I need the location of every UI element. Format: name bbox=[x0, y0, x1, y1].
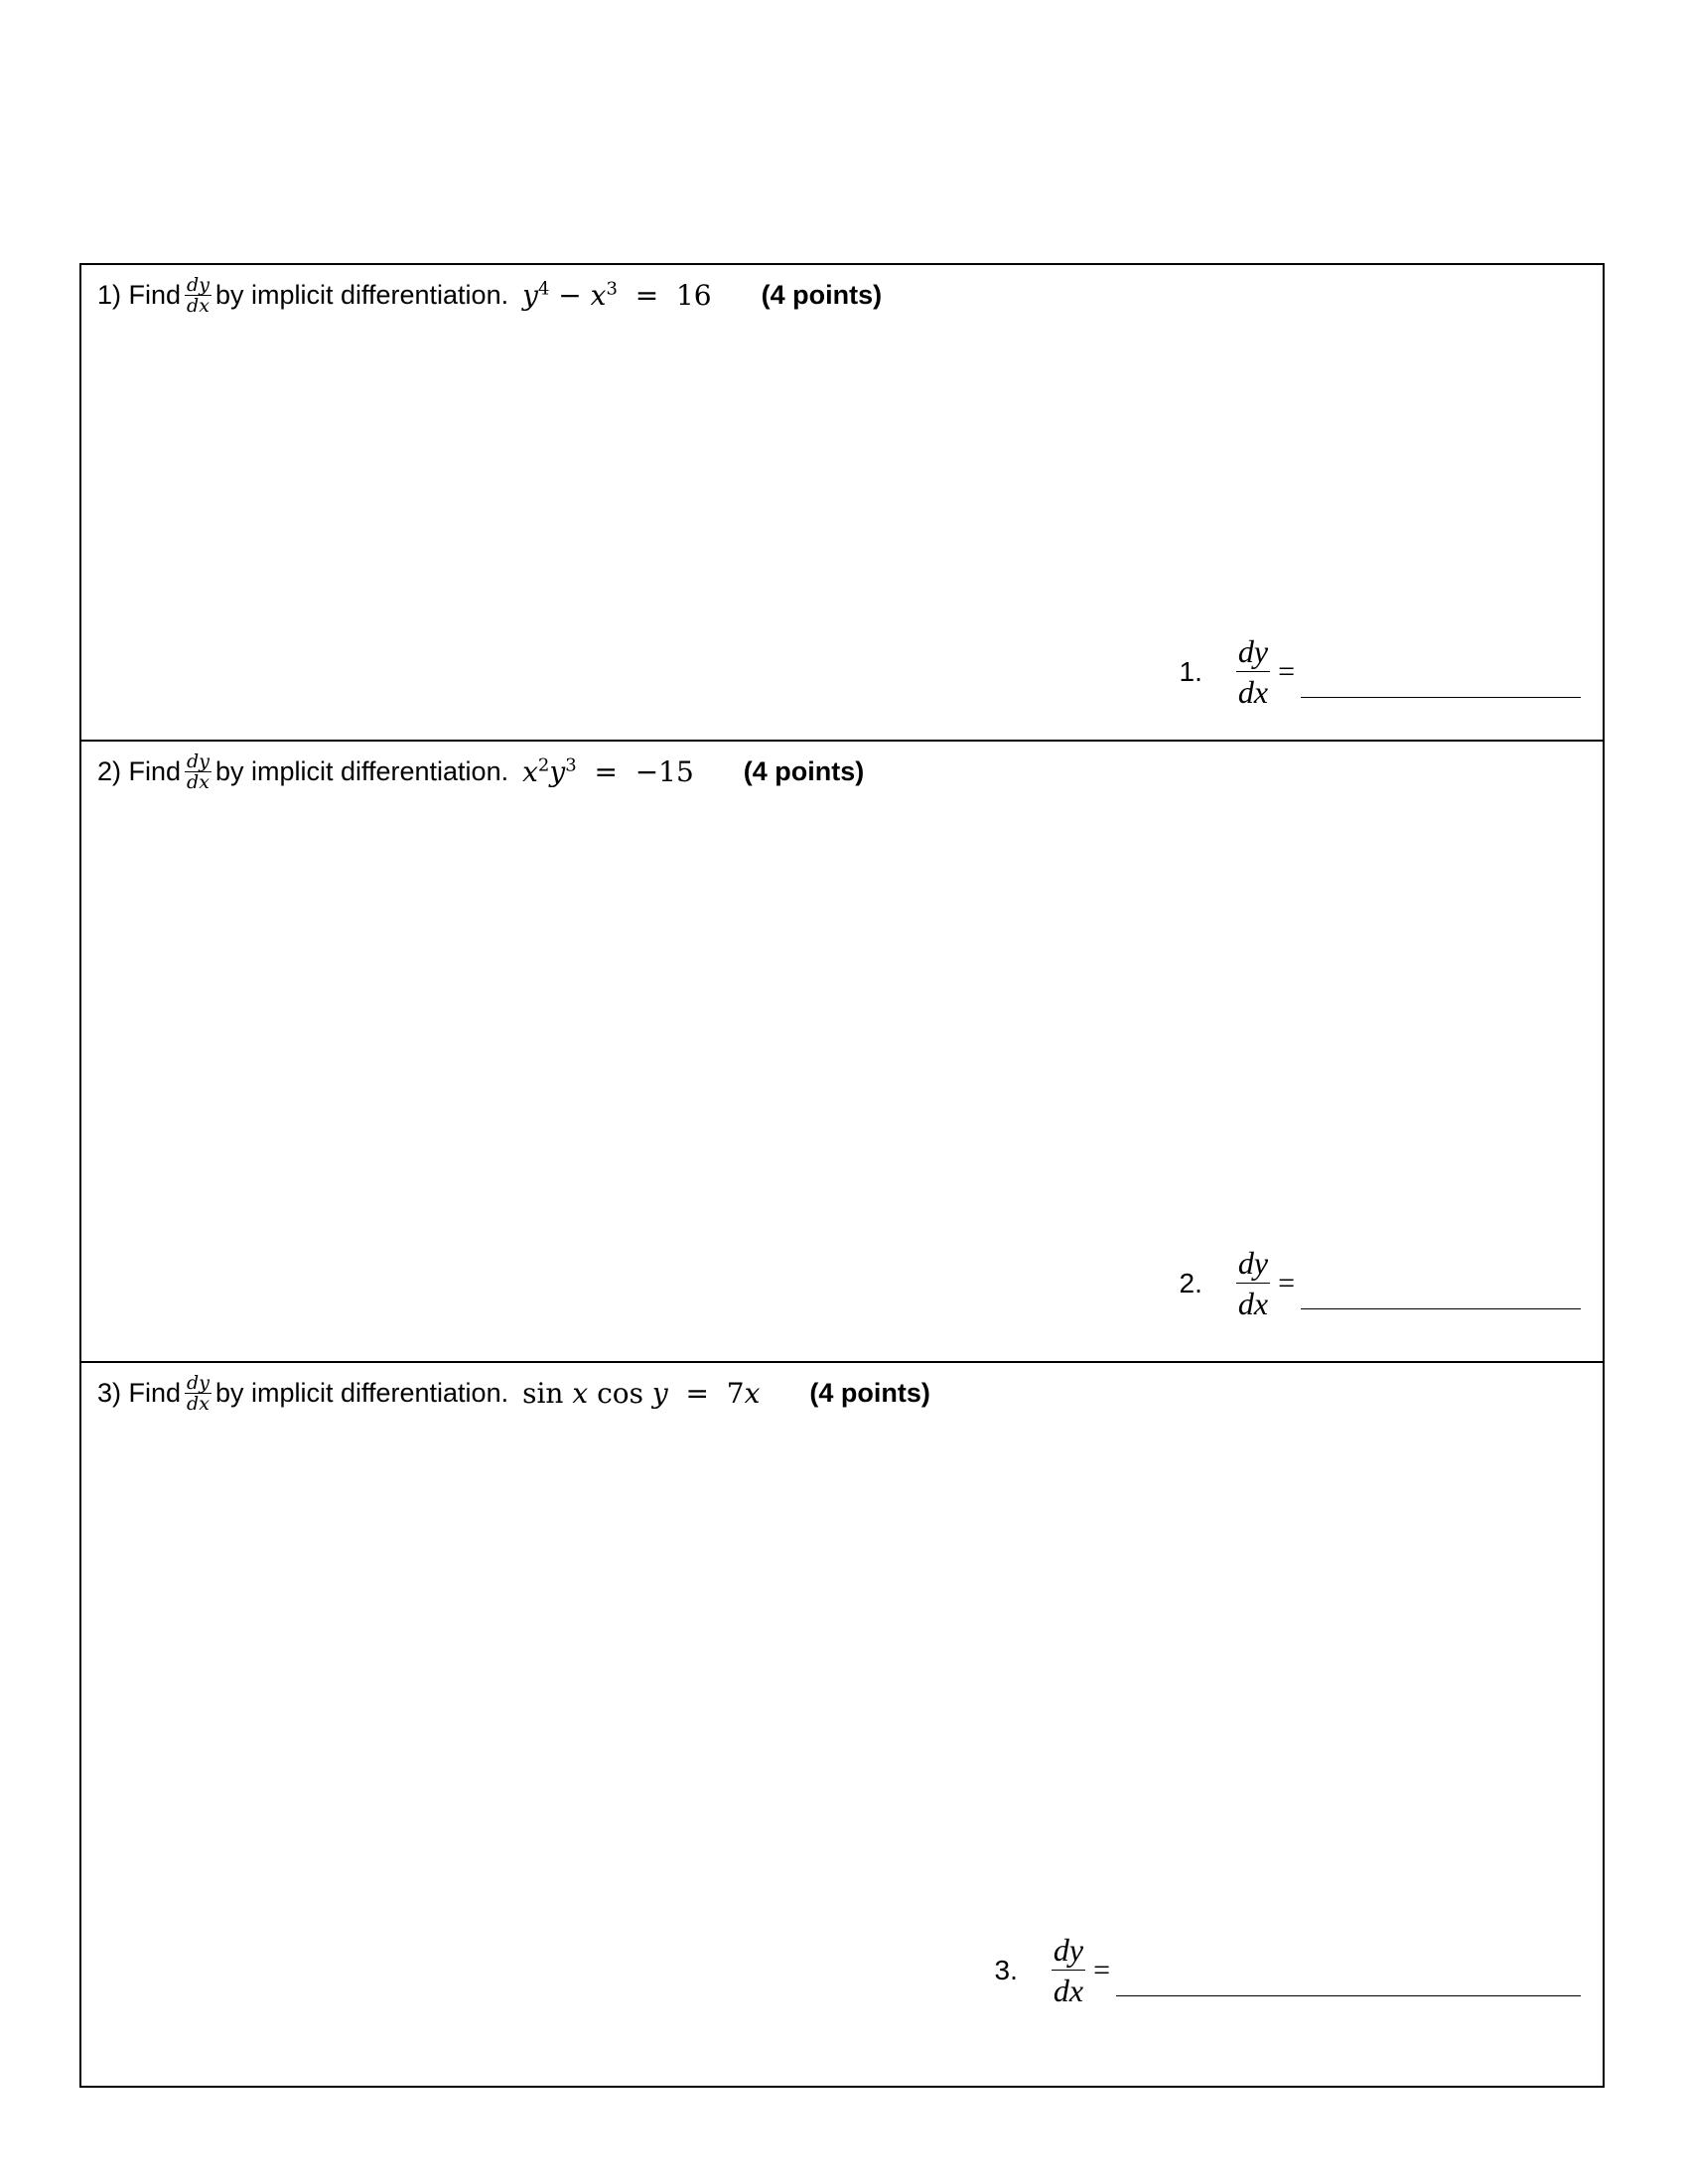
question-text: by implicit differentiation. bbox=[214, 1378, 509, 1408]
answer-blank-1[interactable] bbox=[1301, 663, 1581, 698]
problem-1 bbox=[81, 265, 1603, 740]
question-2 bbox=[97, 751, 864, 792]
problem-3 bbox=[81, 1361, 1603, 2090]
answer-blank-2[interactable] bbox=[1301, 1275, 1581, 1309]
eq-var-y: y bbox=[651, 1377, 668, 1410]
points-label: (4 points) bbox=[743, 756, 865, 786]
eq-rhs: = 7 bbox=[667, 1377, 745, 1410]
eq-var-x: x bbox=[590, 279, 607, 312]
problem-2 bbox=[81, 740, 1603, 1361]
eq-var-x: x bbox=[572, 1377, 589, 1410]
fraction-denominator: dx bbox=[187, 295, 210, 317]
answer-numerator: dy bbox=[1053, 1932, 1084, 1968]
answer-denominator: dx bbox=[1053, 1973, 1084, 2008]
worksheet bbox=[79, 263, 1605, 2088]
eq-var-x: x bbox=[522, 755, 538, 788]
answer-equals: = bbox=[1093, 1953, 1110, 1986]
eq-sin: sin bbox=[522, 1377, 573, 1410]
answer-equals: = bbox=[1278, 654, 1295, 688]
answer-denominator: dx bbox=[1237, 674, 1269, 710]
answer-number: 3. bbox=[994, 1954, 1018, 1985]
eq-exp-3: 3 bbox=[565, 754, 577, 776]
points-label: (4 points) bbox=[761, 280, 883, 310]
answer-2 bbox=[1180, 1243, 1581, 1323]
eq-exp-3: 3 bbox=[606, 278, 618, 300]
fraction-denominator: dx bbox=[187, 771, 210, 793]
question-prefix: 1) Find bbox=[97, 280, 182, 310]
answer-equals: = bbox=[1278, 1266, 1295, 1299]
equation-1 bbox=[522, 279, 712, 312]
fraction-numerator: dy bbox=[187, 751, 210, 772]
eq-minus: − bbox=[549, 279, 591, 312]
question-1 bbox=[97, 275, 882, 316]
fraction-numerator: dy bbox=[187, 1372, 210, 1394]
eq-rhs: = 16 bbox=[617, 279, 712, 312]
eq-cos: cos bbox=[588, 1377, 652, 1410]
answer-number: 2. bbox=[1179, 1267, 1202, 1298]
answer-fraction bbox=[1236, 1243, 1270, 1323]
eq-rhs-var: x bbox=[744, 1377, 761, 1410]
eq-exp-2: 2 bbox=[537, 754, 550, 776]
question-prefix: 3) Find bbox=[97, 1378, 182, 1408]
derivative-fraction bbox=[185, 275, 211, 316]
question-3 bbox=[97, 1373, 930, 1414]
question-prefix: 2) Find bbox=[97, 756, 182, 786]
fraction-denominator: dx bbox=[187, 1393, 210, 1415]
eq-var-y: y bbox=[549, 755, 566, 788]
equation-2 bbox=[522, 755, 694, 788]
derivative-fraction bbox=[185, 751, 211, 792]
equation-3 bbox=[522, 1377, 760, 1410]
fraction-numerator: dy bbox=[187, 274, 210, 296]
question-text: by implicit differentiation. bbox=[214, 280, 509, 310]
answer-3 bbox=[995, 1930, 1581, 2010]
answer-blank-3[interactable] bbox=[1116, 1962, 1581, 1996]
answer-numerator: dy bbox=[1237, 1245, 1269, 1281]
eq-rhs: = −15 bbox=[576, 755, 694, 788]
answer-number: 1. bbox=[1179, 655, 1202, 687]
derivative-fraction bbox=[185, 1373, 211, 1414]
points-label: (4 points) bbox=[809, 1378, 930, 1408]
answer-fraction bbox=[1052, 1930, 1085, 2010]
eq-var-y: y bbox=[522, 279, 538, 312]
question-text: by implicit differentiation. bbox=[214, 756, 509, 786]
answer-denominator: dx bbox=[1237, 1286, 1269, 1321]
answer-1 bbox=[1180, 631, 1581, 712]
answer-fraction bbox=[1236, 631, 1270, 712]
eq-exp-4: 4 bbox=[537, 278, 550, 300]
answer-numerator: dy bbox=[1237, 633, 1269, 669]
